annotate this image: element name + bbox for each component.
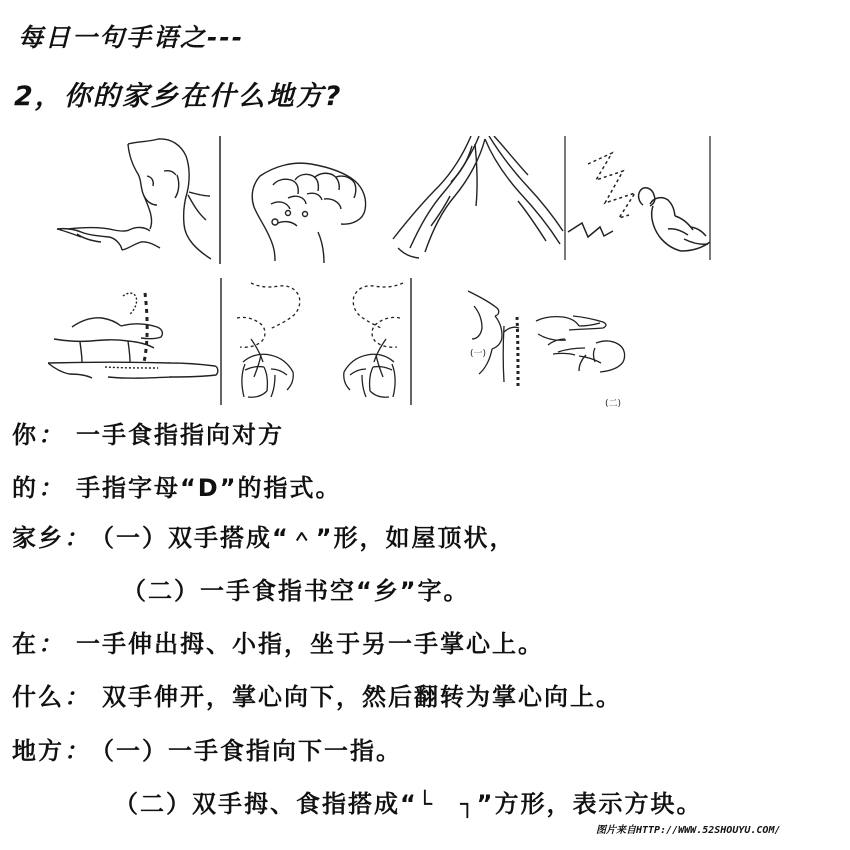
explanation-line-difang xyxy=(12,731,402,766)
roof-hands-icon xyxy=(393,136,563,258)
explanation-line-difang-second xyxy=(114,784,702,819)
term-zai: 在 xyxy=(12,630,38,658)
illustration-row-1 xyxy=(48,136,718,266)
explanation-text: 手指字母“D”的指式。 xyxy=(76,474,342,502)
explanation-line-zai xyxy=(12,624,544,659)
fist-icon xyxy=(252,163,365,263)
palms-flip-icon xyxy=(237,283,403,397)
explanation-text: （一）双手搭成“＾”形，如屋顶状， xyxy=(102,524,516,552)
illustration-row-2-svg xyxy=(48,278,648,413)
explanation-text: （一）一手食指向下一指。 xyxy=(102,737,402,765)
figure-label-one: (一) xyxy=(470,349,487,359)
image-credit: 图片来自HTTP://WWW.52SHOUYU.COM/ xyxy=(596,825,781,836)
term-shenme: 什么 xyxy=(12,683,64,711)
explanation-text: 一手食指指向对方 xyxy=(76,421,284,449)
figure-label-two: (二) xyxy=(605,399,622,409)
thumb-pinky-hand-icon xyxy=(48,293,218,378)
explanation-line-shenme xyxy=(12,677,622,712)
explanation-text: 双手伸开，掌心向下，然后翻转为掌心向上。 xyxy=(102,683,622,711)
explanation-line-de xyxy=(12,468,341,503)
person-pointing-icon xyxy=(57,139,211,259)
colon: ： xyxy=(64,737,90,765)
explanation-text: （二）双手拇、食指搭成“└ ┐”方形，表示方块。 xyxy=(114,790,703,818)
page-title: 每日一句手语之--- xyxy=(18,23,245,52)
colon: ： xyxy=(64,524,90,552)
colon: ： xyxy=(38,421,64,449)
term-ni: 你 xyxy=(12,421,38,449)
colon: ： xyxy=(64,683,90,711)
term-de: 的 xyxy=(12,474,38,502)
explanation-line-jiaxiang-second xyxy=(122,571,470,606)
explanation-text: 一手伸出拇、小指，坐于另一手掌心上。 xyxy=(76,630,544,658)
illustration-row-1-svg xyxy=(48,136,718,266)
explanation-text: （二）一手食指书空“乡”字。 xyxy=(122,577,470,605)
question-title: 2，你的家乡在什么地方? xyxy=(14,81,343,112)
colon: ： xyxy=(38,474,64,502)
colon: ： xyxy=(38,630,64,658)
air-writing-hand-icon xyxy=(568,153,710,251)
term-difang: 地方 xyxy=(12,737,64,765)
term-jiaxiang: 家乡 xyxy=(12,524,64,552)
explanation-line-jiaxiang xyxy=(12,518,516,553)
explanation-line-ni xyxy=(12,415,284,450)
point-down-square-hands-icon xyxy=(468,291,625,388)
illustration-row-2 xyxy=(48,278,648,413)
